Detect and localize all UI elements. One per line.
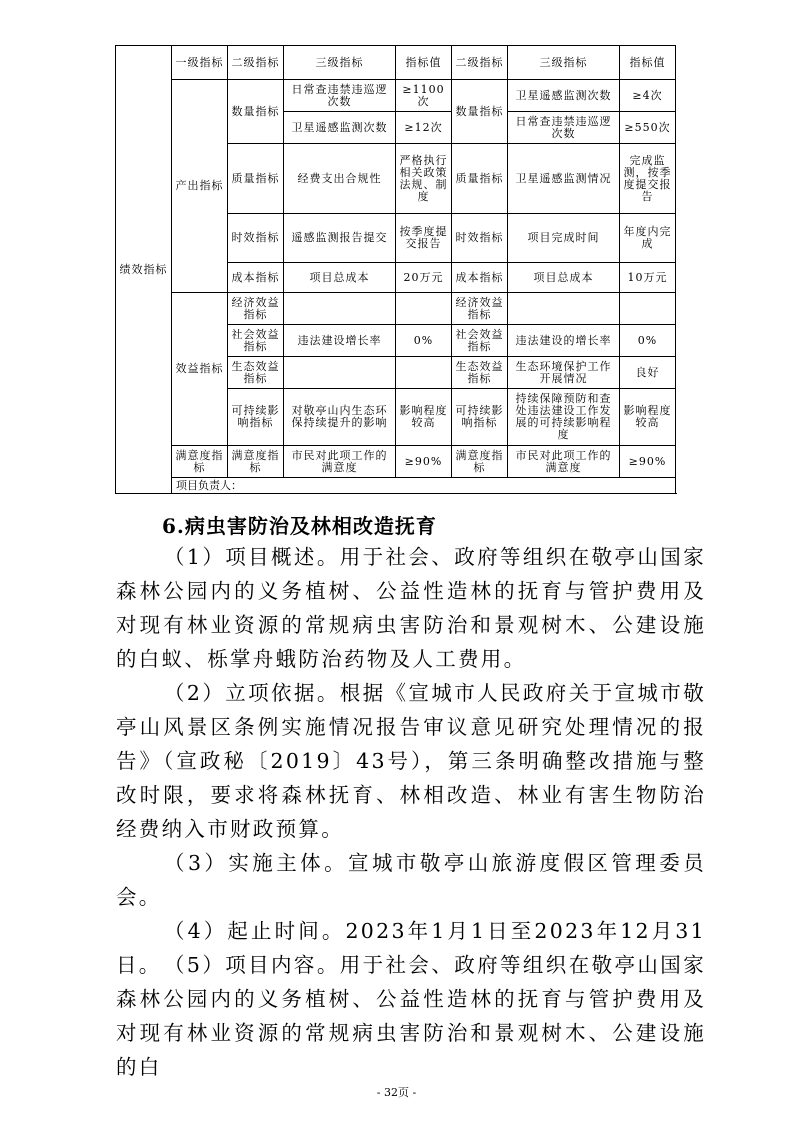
- table-cell: 年度内完成: [620, 214, 676, 263]
- table-cell: 满意度指标: [452, 446, 508, 478]
- group-satisfaction: 满意度指标: [172, 446, 228, 478]
- table-cell: ≥550次: [620, 112, 676, 144]
- table-cell: ≥12次: [396, 112, 452, 144]
- table-cell: 日常查违禁违巡逻次数: [284, 80, 396, 112]
- table-cell: 按季度提交报告: [396, 214, 452, 263]
- table-cell: 成本指标: [452, 263, 508, 293]
- table-cell: 20万元: [396, 263, 452, 293]
- table-cell: 0%: [396, 325, 452, 357]
- table-cell: 10万元: [620, 263, 676, 293]
- table-cell: 数量指标: [452, 80, 508, 144]
- table-cell: 社会效益指标: [228, 325, 284, 357]
- table-cell: 遥感监测报告提交: [284, 214, 396, 263]
- table-cell: 可持续影响指标: [452, 389, 508, 446]
- table-cell: [396, 357, 452, 389]
- table-cell: 时效指标: [452, 214, 508, 263]
- table-cell: 项目总成本: [508, 263, 620, 293]
- table-cell: 时效指标: [228, 214, 284, 263]
- header-level3-a: 三级指标: [284, 46, 396, 80]
- table-cell: 卫星遥感监测次数: [508, 80, 620, 112]
- table-cell: 可持续影响指标: [228, 389, 284, 446]
- header-value-b: 指标值: [620, 46, 676, 80]
- table-cell: [284, 293, 396, 325]
- table-cell: 良好: [620, 357, 676, 389]
- table-cell: ≥90%: [620, 446, 676, 478]
- table-cell: 影响程度较高: [396, 389, 452, 446]
- project-responsible: 项目负责人：: [172, 478, 676, 494]
- table-cell: 生态环境保护工作开展情况: [508, 357, 620, 389]
- table-cell: ≥4次: [620, 80, 676, 112]
- table-cell: 质量指标: [228, 144, 284, 214]
- header-level1: 一级指标: [172, 46, 228, 80]
- paragraph-basis: （2）立项依据。根据《宣城市人民政府关于宣城市敬亭山风景区条例实施情况报告审议意见研究处理情况的报告》（宣政秘〔2019〕43号），第三条明确整改措施与整改时限，要求将森林抚育、林相改造、林业有害生物防治经费纳入市财政预算。: [116, 681, 706, 841]
- table-cell: 市民对此项工作的满意度: [284, 446, 396, 478]
- table-cell: 日常查违禁违巡逻次数: [508, 112, 620, 144]
- page-number: - 32页 -: [376, 1086, 417, 1099]
- paragraph-entity: （3）实施主体。宣城市敬亭山旅游度假区管理委员会。: [116, 851, 706, 909]
- table-cell: 项目总成本: [284, 263, 396, 293]
- performance-indicator-table: [115, 45, 676, 494]
- table-cell: 违法建设的增长率: [508, 325, 620, 357]
- table-cell: ≥90%: [396, 446, 452, 478]
- group-output: 产出指标: [172, 80, 228, 293]
- header-value-a: 指标值: [396, 46, 452, 80]
- table-cell: 市民对此项工作的满意度: [508, 446, 620, 478]
- table-cell: [396, 293, 452, 325]
- performance-indicator-label: 绩效指标: [116, 46, 172, 494]
- table-cell: 成本指标: [228, 263, 284, 293]
- table-cell: 完成监测，按季度提交报告: [620, 144, 676, 214]
- table-cell: 生态效益指标: [228, 357, 284, 389]
- header-level3-b: 三级指标: [508, 46, 620, 80]
- table-cell: 0%: [620, 325, 676, 357]
- section-title: 6.病虫害防治及林相改造抚育: [162, 514, 437, 538]
- paragraph-overview: （1）项目概述。用于社会、政府等组织在敬亭山国家森林公园内的义务植树、公益性造林的抚育与管护费用及对现有林业资源的常规病虫害防治和景观树木、公建设施的白蚁、栎掌舟蛾防治药物及人工费用。: [116, 545, 706, 671]
- table-cell: ≥1100次: [396, 80, 452, 112]
- table-cell: [508, 293, 620, 325]
- group-benefit: 效益指标: [172, 293, 228, 446]
- table-cell: 满意度指标: [228, 446, 284, 478]
- table-cell: 持续保障预防和查处违法建设工作发展的可持续影响程度: [508, 389, 620, 446]
- header-level2-a: 二级指标: [228, 46, 284, 80]
- table-cell: 生态效益指标: [452, 357, 508, 389]
- table-cell: 数量指标: [228, 80, 284, 144]
- table-cell: 卫星遥感监测次数: [284, 112, 396, 144]
- table-cell: 项目完成时间: [508, 214, 620, 263]
- table-cell: 卫星遥感监测情况: [508, 144, 620, 214]
- table-cell: 质量指标: [452, 144, 508, 214]
- table-cell: 经费支出合规性: [284, 144, 396, 214]
- table-cell: 经济效益指标: [228, 293, 284, 325]
- table-cell: 经济效益指标: [452, 293, 508, 325]
- header-level2-b: 二级指标: [452, 46, 508, 80]
- table-cell: 社会效益指标: [452, 325, 508, 357]
- table-cell: 对敬亭山内生态环保持续提升的影响: [284, 389, 396, 446]
- paragraph-period: （4）起止时间。2023年1月1日至2023年12月31日。: [116, 919, 706, 977]
- table-cell: 严格执行相关政策法规、制度: [396, 144, 452, 214]
- table-cell: 影响程度较高: [620, 389, 676, 446]
- table-cell: [620, 293, 676, 325]
- paragraph-content: （5）项目内容。用于社会、政府等组织在敬亭山国家森林公园内的义务植树、公益性造林的抚育与管护费用及对现有林业资源的常规病虫害防治和景观树木、公建设施的白: [116, 953, 706, 1079]
- table-cell: [284, 357, 396, 389]
- table-cell: 违法建设增长率: [284, 325, 396, 357]
